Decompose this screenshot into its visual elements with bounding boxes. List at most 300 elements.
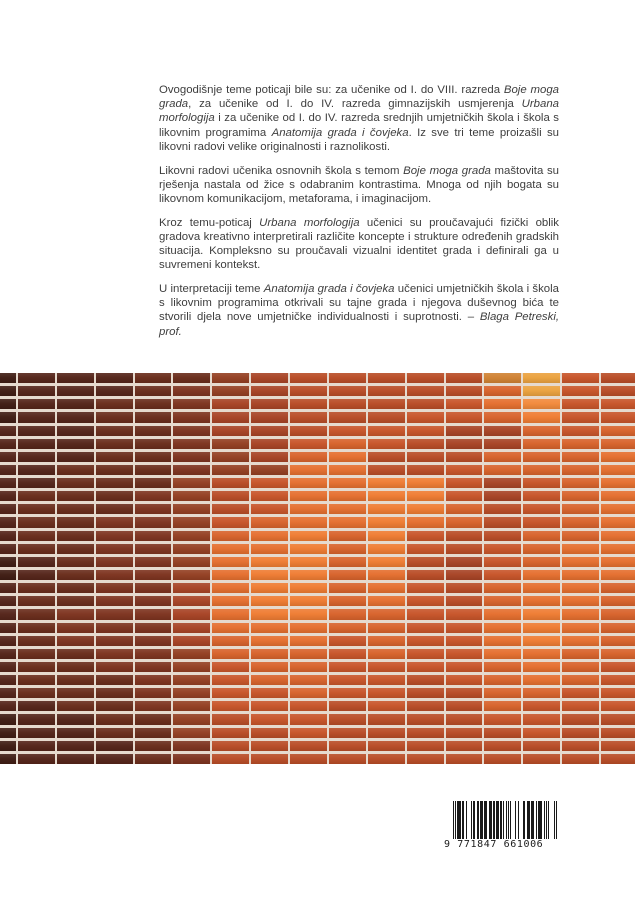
mosaic-tile bbox=[290, 439, 327, 449]
mosaic-tile bbox=[251, 426, 288, 436]
mosaic-tile bbox=[173, 714, 210, 724]
mosaic-tile bbox=[562, 478, 599, 488]
mosaic-tile bbox=[135, 662, 172, 672]
mosaic-tile bbox=[57, 399, 94, 409]
mosaic-tile bbox=[173, 465, 210, 475]
mosaic-tile bbox=[18, 741, 55, 751]
mosaic-tile bbox=[212, 412, 249, 422]
mosaic-tile bbox=[446, 583, 483, 593]
mosaic-tile bbox=[562, 623, 599, 633]
mosaic-tile bbox=[0, 478, 16, 488]
mosaic-tile bbox=[18, 688, 55, 698]
mosaic-tile bbox=[251, 623, 288, 633]
mosaic-tile bbox=[173, 636, 210, 646]
mosaic-tile bbox=[57, 412, 94, 422]
mosaic-tile bbox=[484, 478, 521, 488]
mosaic-tile bbox=[290, 517, 327, 527]
mosaic-tile bbox=[523, 596, 560, 606]
mosaic-tile bbox=[484, 412, 521, 422]
mosaic-tile bbox=[96, 517, 133, 527]
mosaic-tile bbox=[368, 517, 405, 527]
mosaic-tile bbox=[173, 531, 210, 541]
mosaic-tile bbox=[601, 373, 635, 383]
mosaic-tile bbox=[484, 426, 521, 436]
mosaic-tile bbox=[446, 688, 483, 698]
mosaic-tile bbox=[601, 544, 635, 554]
brick-mosaic-artwork bbox=[0, 373, 635, 764]
mosaic-tile bbox=[523, 491, 560, 501]
mosaic-tile bbox=[173, 570, 210, 580]
mosaic-tile bbox=[523, 662, 560, 672]
mosaic-tile bbox=[484, 649, 521, 659]
mosaic-tile bbox=[135, 386, 172, 396]
mosaic-tile bbox=[96, 701, 133, 711]
mosaic-tile bbox=[251, 465, 288, 475]
mosaic-tile bbox=[329, 544, 366, 554]
mosaic-tile bbox=[96, 412, 133, 422]
mosaic-tile bbox=[173, 688, 210, 698]
mosaic-tile bbox=[57, 386, 94, 396]
mosaic-tile bbox=[368, 491, 405, 501]
mosaic-tile bbox=[135, 570, 172, 580]
mosaic-tile bbox=[96, 544, 133, 554]
mosaic-tile bbox=[0, 373, 16, 383]
mosaic-tile bbox=[523, 399, 560, 409]
mosaic-tile bbox=[96, 688, 133, 698]
mosaic-tile bbox=[18, 491, 55, 501]
mosaic-tile bbox=[96, 741, 133, 751]
mosaic-tile bbox=[446, 386, 483, 396]
mosaic-tile bbox=[212, 452, 249, 462]
mosaic-tile bbox=[135, 623, 172, 633]
mosaic-tile bbox=[251, 399, 288, 409]
mosaic-tile bbox=[484, 583, 521, 593]
mosaic-tile bbox=[484, 399, 521, 409]
mosaic-tile bbox=[562, 675, 599, 685]
mosaic-tile bbox=[290, 675, 327, 685]
mosaic-tile bbox=[407, 570, 444, 580]
mosaic-tile bbox=[601, 609, 635, 619]
mosaic-tile bbox=[0, 623, 16, 633]
mosaic-tile bbox=[523, 439, 560, 449]
mosaic-tile bbox=[18, 636, 55, 646]
mosaic-tile bbox=[484, 465, 521, 475]
mosaic-tile bbox=[173, 439, 210, 449]
mosaic-tile bbox=[96, 452, 133, 462]
mosaic-tile bbox=[523, 465, 560, 475]
body-text: Likovni radovi učenika osnovnih škola s temom bbox=[159, 164, 404, 177]
mosaic-tile bbox=[0, 491, 16, 501]
mosaic-tile bbox=[601, 754, 635, 764]
mosaic-tile bbox=[96, 714, 133, 724]
mosaic-tile bbox=[290, 754, 327, 764]
mosaic-tile bbox=[173, 741, 210, 751]
mosaic-tile bbox=[368, 531, 405, 541]
mosaic-tile bbox=[523, 609, 560, 619]
mosaic-tile bbox=[0, 583, 16, 593]
body-text: Ovogodišnje teme poticaji bile su: za učenike od I. do VIII. razreda bbox=[159, 84, 504, 96]
mosaic-tile bbox=[96, 439, 133, 449]
mosaic-tile bbox=[251, 373, 288, 383]
body-text: učenici umjetničkih škola i škola s likovnim programima otkrivali su tajne grada i njegova duševnog bića te stvorili djela nove umjetničke individualnosti i suprotnosti. – bbox=[159, 282, 560, 324]
mosaic-tile bbox=[96, 426, 133, 436]
isbn-barcode bbox=[444, 801, 557, 850]
mosaic-tile bbox=[562, 570, 599, 580]
mosaic-tile bbox=[212, 662, 249, 672]
mosaic-tile bbox=[407, 754, 444, 764]
mosaic-tile bbox=[562, 465, 599, 475]
mosaic-tile bbox=[329, 741, 366, 751]
mosaic-tile bbox=[368, 465, 405, 475]
mosaic-tile bbox=[135, 517, 172, 527]
mosaic-tile bbox=[18, 386, 55, 396]
mosaic-tile bbox=[96, 675, 133, 685]
mosaic-tile bbox=[329, 596, 366, 606]
mosaic-tile bbox=[601, 504, 635, 514]
mosaic-tile bbox=[96, 570, 133, 580]
mosaic-tile bbox=[251, 570, 288, 580]
mosaic-tile bbox=[212, 701, 249, 711]
mosaic-tile bbox=[484, 373, 521, 383]
mosaic-tile bbox=[368, 728, 405, 738]
mosaic-tile bbox=[484, 688, 521, 698]
mosaic-tile bbox=[484, 754, 521, 764]
body-text: Kroz temu-poticaj bbox=[159, 216, 260, 229]
mosaic-tile bbox=[562, 386, 599, 396]
mosaic-tile bbox=[601, 701, 635, 711]
mosaic-tile bbox=[96, 649, 133, 659]
mosaic-tile bbox=[0, 386, 16, 396]
mosaic-tile bbox=[329, 373, 366, 383]
mosaic-tile bbox=[135, 714, 172, 724]
mosaic-tile bbox=[57, 373, 94, 383]
mosaic-tile bbox=[290, 728, 327, 738]
mosaic-tile bbox=[329, 675, 366, 685]
mosaic-tile bbox=[57, 596, 94, 606]
mosaic-tile bbox=[135, 688, 172, 698]
body-text: i za učenike od I. do IV. razreda srednjih umjetničkih škola i škola s likovnim programima bbox=[159, 112, 559, 139]
mosaic-tile bbox=[0, 636, 16, 646]
mosaic-tile bbox=[601, 426, 635, 436]
mosaic-tile bbox=[212, 386, 249, 396]
mosaic-tile bbox=[484, 701, 521, 711]
mosaic-tile bbox=[484, 596, 521, 606]
mosaic-tile bbox=[57, 491, 94, 501]
mosaic-tile bbox=[212, 728, 249, 738]
mosaic-tile bbox=[523, 517, 560, 527]
mosaic-tile bbox=[407, 504, 444, 514]
mosaic-tile bbox=[212, 557, 249, 567]
mosaic-tile bbox=[407, 728, 444, 738]
mosaic-tile bbox=[446, 741, 483, 751]
mosaic-tile bbox=[96, 491, 133, 501]
theme-title-italic: Boje moga grada bbox=[159, 84, 559, 111]
mosaic-tile bbox=[329, 649, 366, 659]
mosaic-tile bbox=[407, 465, 444, 475]
mosaic-tile bbox=[0, 531, 16, 541]
mosaic-tile bbox=[484, 623, 521, 633]
mosaic-tile bbox=[18, 373, 55, 383]
mosaic-tile bbox=[523, 570, 560, 580]
mosaic-tile bbox=[523, 386, 560, 396]
mosaic-tile bbox=[562, 517, 599, 527]
mosaic-tile bbox=[407, 544, 444, 554]
mosaic-tile bbox=[562, 504, 599, 514]
theme-title-italic: Anatomija grada i čovjeka bbox=[263, 282, 395, 295]
mosaic-tile bbox=[212, 478, 249, 488]
mosaic-tile bbox=[251, 412, 288, 422]
mosaic-tile bbox=[562, 412, 599, 422]
mosaic-tile bbox=[0, 517, 16, 527]
mosaic-tile bbox=[523, 675, 560, 685]
theme-title-italic: Urbana morfologija bbox=[259, 216, 360, 229]
mosaic-tile bbox=[290, 531, 327, 541]
mosaic-tile bbox=[601, 596, 635, 606]
mosaic-tile bbox=[173, 596, 210, 606]
mosaic-tile bbox=[290, 741, 327, 751]
mosaic-tile bbox=[601, 531, 635, 541]
mosaic-tile bbox=[368, 688, 405, 698]
mosaic-tile bbox=[601, 439, 635, 449]
mosaic-tile bbox=[135, 636, 172, 646]
mosaic-tile bbox=[407, 517, 444, 527]
mosaic-tile bbox=[290, 504, 327, 514]
mosaic-tile bbox=[96, 662, 133, 672]
mosaic-tile bbox=[0, 609, 16, 619]
mosaic-tile bbox=[212, 544, 249, 554]
mosaic-tile bbox=[212, 517, 249, 527]
mosaic-tile bbox=[562, 596, 599, 606]
mosaic-tile bbox=[407, 675, 444, 685]
mosaic-tile bbox=[96, 754, 133, 764]
mosaic-tile bbox=[0, 714, 16, 724]
mosaic-tile bbox=[523, 623, 560, 633]
mosaic-tile bbox=[212, 426, 249, 436]
mosaic-tile bbox=[18, 701, 55, 711]
mosaic-tile bbox=[484, 714, 521, 724]
mosaic-tile bbox=[57, 478, 94, 488]
mosaic-tile bbox=[446, 754, 483, 764]
mosaic-tile bbox=[135, 728, 172, 738]
mosaic-tile bbox=[251, 491, 288, 501]
mosaic-tile bbox=[601, 662, 635, 672]
mosaic-tile bbox=[329, 609, 366, 619]
mosaic-tile bbox=[290, 570, 327, 580]
mosaic-tile bbox=[0, 649, 16, 659]
mosaic-tile bbox=[407, 583, 444, 593]
mosaic-tile bbox=[173, 754, 210, 764]
mosaic-tile bbox=[368, 386, 405, 396]
mosaic-tile bbox=[212, 636, 249, 646]
mosaic-tile bbox=[446, 544, 483, 554]
mosaic-tile bbox=[18, 675, 55, 685]
mosaic-tile bbox=[18, 662, 55, 672]
mosaic-tile bbox=[407, 386, 444, 396]
mosaic-tile bbox=[212, 609, 249, 619]
mosaic-tile bbox=[523, 714, 560, 724]
mosaic-tile bbox=[446, 452, 483, 462]
mosaic-tile bbox=[96, 609, 133, 619]
mosaic-tile bbox=[407, 596, 444, 606]
mosaic-tile bbox=[251, 649, 288, 659]
mosaic-tile bbox=[368, 504, 405, 514]
mosaic-tile bbox=[562, 399, 599, 409]
mosaic-tile bbox=[96, 531, 133, 541]
mosaic-tile bbox=[407, 426, 444, 436]
mosaic-tile bbox=[446, 636, 483, 646]
mosaic-tile bbox=[446, 662, 483, 672]
mosaic-tile bbox=[407, 741, 444, 751]
mosaic-tile bbox=[407, 662, 444, 672]
mosaic-tile bbox=[484, 544, 521, 554]
mosaic-tile bbox=[329, 754, 366, 764]
mosaic-tile bbox=[523, 688, 560, 698]
mosaic-tile bbox=[18, 412, 55, 422]
mosaic-tile bbox=[562, 452, 599, 462]
mosaic-tile bbox=[446, 531, 483, 541]
paragraph bbox=[159, 83, 559, 154]
mosaic-tile bbox=[0, 728, 16, 738]
mosaic-tile bbox=[290, 386, 327, 396]
mosaic-tile bbox=[562, 688, 599, 698]
body-text: . Iz sve tri teme proizašli su likovni radovi velike originalnosti i raznolikosti. bbox=[159, 126, 559, 153]
mosaic-tile bbox=[18, 517, 55, 527]
mosaic-tile bbox=[290, 373, 327, 383]
mosaic-tile bbox=[212, 688, 249, 698]
mosaic-tile bbox=[446, 623, 483, 633]
mosaic-tile bbox=[601, 452, 635, 462]
mosaic-tile bbox=[446, 412, 483, 422]
mosaic-tile bbox=[601, 570, 635, 580]
mosaic-tile bbox=[18, 557, 55, 567]
mosaic-tile bbox=[523, 741, 560, 751]
mosaic-tile bbox=[523, 452, 560, 462]
mosaic-tile bbox=[57, 517, 94, 527]
mosaic-tile bbox=[0, 688, 16, 698]
mosaic-tile bbox=[601, 478, 635, 488]
mosaic-tile bbox=[523, 504, 560, 514]
mosaic-tile bbox=[601, 517, 635, 527]
mosaic-tile bbox=[212, 439, 249, 449]
mosaic-tile bbox=[135, 491, 172, 501]
mosaic-tile bbox=[446, 570, 483, 580]
mosaic-tile bbox=[329, 386, 366, 396]
mosaic-tile bbox=[407, 649, 444, 659]
intro-text-block bbox=[159, 83, 559, 348]
mosaic-tile bbox=[173, 412, 210, 422]
mosaic-tile bbox=[368, 701, 405, 711]
mosaic-tile bbox=[57, 623, 94, 633]
mosaic-tile bbox=[329, 583, 366, 593]
mosaic-tile bbox=[484, 491, 521, 501]
mosaic-tile bbox=[173, 373, 210, 383]
mosaic-tile bbox=[407, 373, 444, 383]
mosaic-tile bbox=[562, 426, 599, 436]
mosaic-tile bbox=[57, 465, 94, 475]
mosaic-tile bbox=[446, 609, 483, 619]
mosaic-tile bbox=[290, 623, 327, 633]
mosaic-tile bbox=[96, 583, 133, 593]
mosaic-tile bbox=[446, 596, 483, 606]
mosaic-tile bbox=[135, 373, 172, 383]
mosaic-tile bbox=[446, 426, 483, 436]
mosaic-tile bbox=[290, 701, 327, 711]
mosaic-tile bbox=[329, 714, 366, 724]
mosaic-tile bbox=[407, 623, 444, 633]
mosaic-tile bbox=[562, 609, 599, 619]
mosaic-tile bbox=[290, 399, 327, 409]
mosaic-tile bbox=[368, 662, 405, 672]
mosaic-tile bbox=[562, 439, 599, 449]
mosaic-tile bbox=[96, 623, 133, 633]
mosaic-tile bbox=[18, 531, 55, 541]
mosaic-tile bbox=[484, 741, 521, 751]
mosaic-tile bbox=[290, 426, 327, 436]
mosaic-tile bbox=[601, 386, 635, 396]
mosaic-tile bbox=[368, 714, 405, 724]
mosaic-tile bbox=[135, 399, 172, 409]
mosaic-tile bbox=[57, 583, 94, 593]
mosaic-tile bbox=[173, 701, 210, 711]
mosaic-tile bbox=[0, 596, 16, 606]
mosaic-tile bbox=[212, 754, 249, 764]
mosaic-tile bbox=[562, 754, 599, 764]
mosaic-tile bbox=[290, 478, 327, 488]
mosaic-tile bbox=[329, 504, 366, 514]
mosaic-tile bbox=[135, 557, 172, 567]
mosaic-tile bbox=[329, 623, 366, 633]
mosaic-tile bbox=[212, 675, 249, 685]
mosaic-tile bbox=[251, 544, 288, 554]
paragraph bbox=[159, 216, 559, 273]
mosaic-tile bbox=[173, 662, 210, 672]
mosaic-tile bbox=[251, 754, 288, 764]
mosaic-tile bbox=[135, 426, 172, 436]
mosaic-tile bbox=[368, 478, 405, 488]
mosaic-tile bbox=[251, 728, 288, 738]
mosaic-tile bbox=[212, 531, 249, 541]
mosaic-tile bbox=[368, 452, 405, 462]
mosaic-tile bbox=[290, 452, 327, 462]
mosaic-tile bbox=[368, 583, 405, 593]
mosaic-tile bbox=[368, 544, 405, 554]
mosaic-tile bbox=[18, 623, 55, 633]
mosaic-tile bbox=[601, 649, 635, 659]
mosaic-tile bbox=[290, 596, 327, 606]
mosaic-tile bbox=[135, 583, 172, 593]
mosaic-tile bbox=[601, 412, 635, 422]
mosaic-tile bbox=[484, 728, 521, 738]
mosaic-tile bbox=[523, 426, 560, 436]
mosaic-tile bbox=[135, 754, 172, 764]
mosaic-tile bbox=[368, 741, 405, 751]
barcode-number: 9 771847 661006 bbox=[444, 839, 562, 850]
mosaic-tile bbox=[57, 741, 94, 751]
mosaic-tile bbox=[135, 701, 172, 711]
mosaic-tile bbox=[135, 609, 172, 619]
mosaic-tile bbox=[484, 439, 521, 449]
mosaic-tile bbox=[523, 478, 560, 488]
mosaic-tile bbox=[290, 544, 327, 554]
mosaic-tile bbox=[601, 688, 635, 698]
mosaic-tile bbox=[212, 504, 249, 514]
mosaic-tile bbox=[135, 741, 172, 751]
mosaic-tile bbox=[96, 373, 133, 383]
mosaic-tile bbox=[18, 465, 55, 475]
mosaic-tile bbox=[523, 412, 560, 422]
mosaic-tile bbox=[251, 557, 288, 567]
mosaic-tile bbox=[0, 439, 16, 449]
